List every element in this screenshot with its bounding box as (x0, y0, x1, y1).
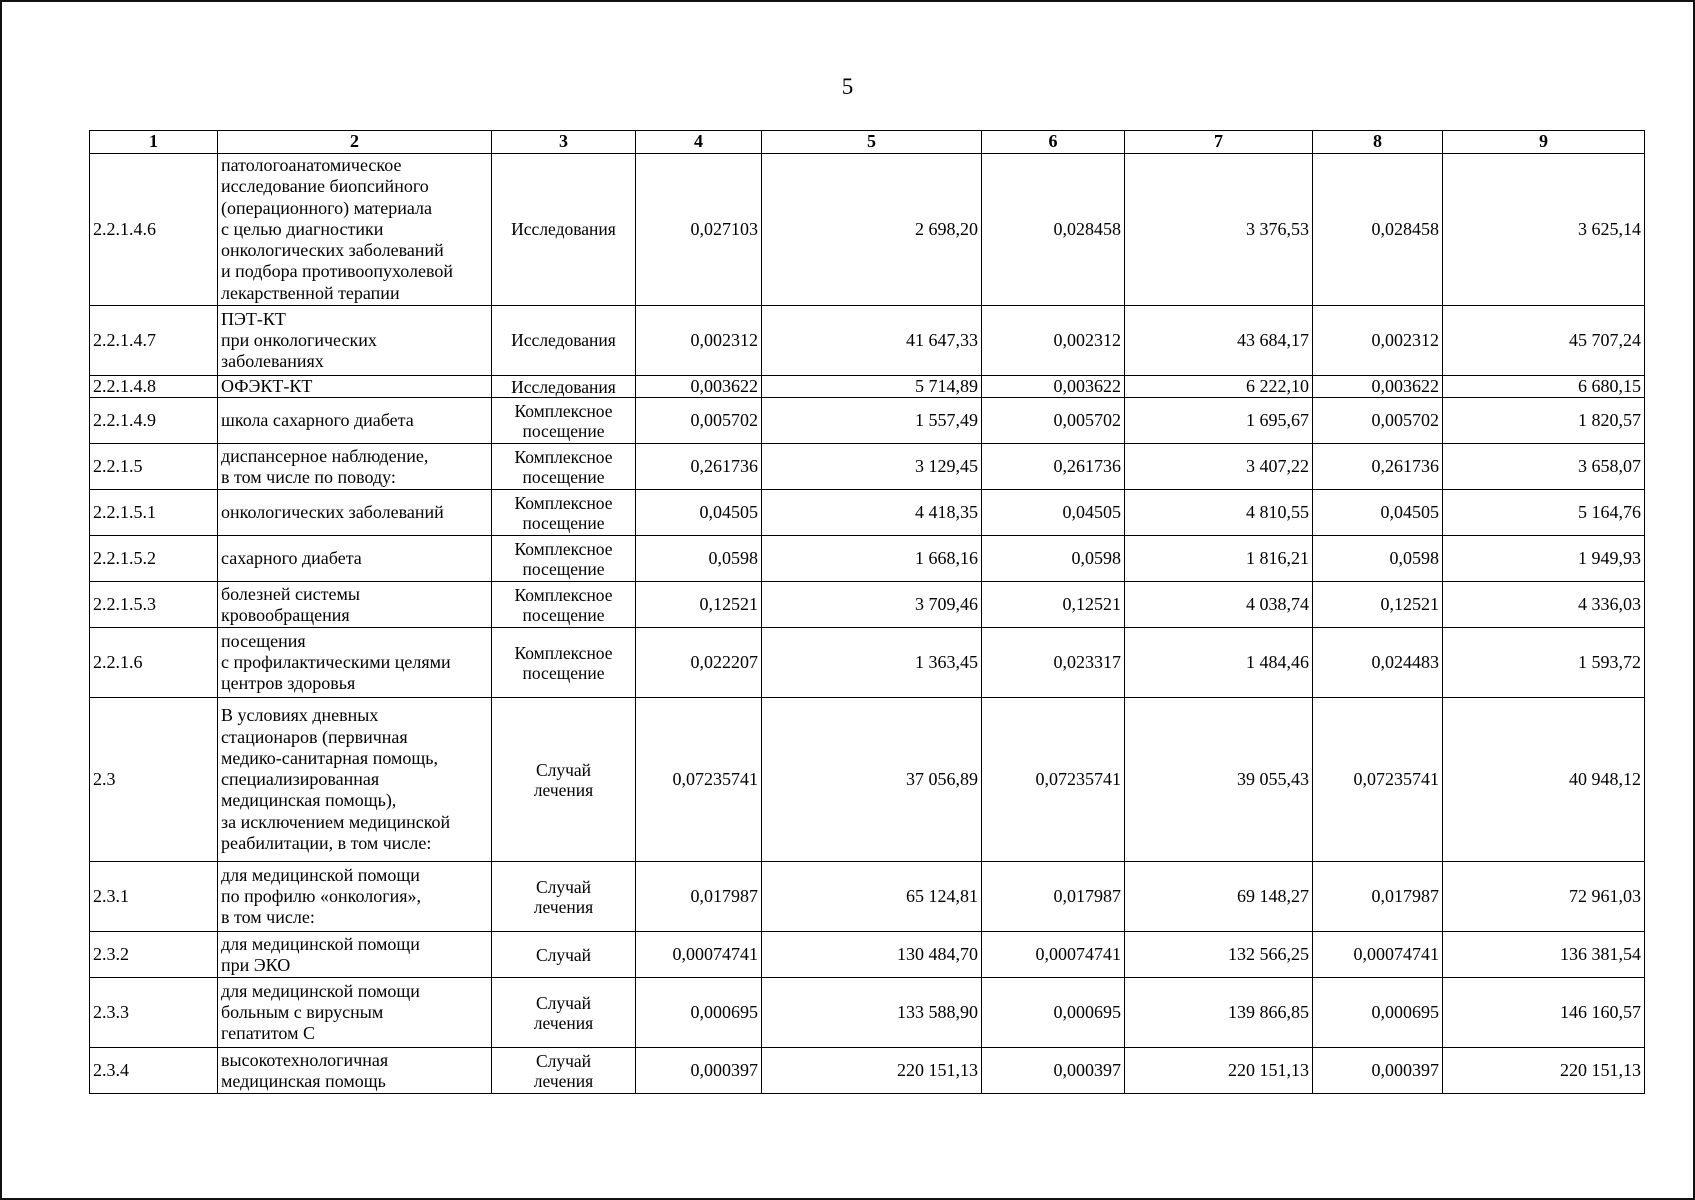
row-name: школа сахарного диабета (218, 398, 492, 444)
row-value: 1 557,49 (762, 398, 982, 444)
row-value: 0,002312 (636, 306, 762, 376)
table-row (90, 536, 1645, 582)
row-value: 1 820,57 (1443, 398, 1645, 444)
row-name: для медицинской помощи больным с вирусным гепатитом С (218, 978, 492, 1048)
row-value: 0,0598 (636, 536, 762, 582)
row-code: 2.3.1 (90, 862, 218, 932)
header-cell: 1 (90, 131, 218, 154)
row-value: 146 160,57 (1443, 978, 1645, 1048)
row-value: 4 810,55 (1125, 490, 1313, 536)
row-value: 5 164,76 (1443, 490, 1645, 536)
row-value: 0,0598 (1313, 536, 1443, 582)
row-name: онкологических заболеваний (218, 490, 492, 536)
row-value: 72 961,03 (1443, 862, 1645, 932)
row-value: 0,12521 (1313, 582, 1443, 628)
row-unit: Комплексное посещение (492, 490, 636, 536)
row-value: 0,027103 (636, 154, 762, 306)
row-code: 2.3.2 (90, 932, 218, 978)
row-value: 43 684,17 (1125, 306, 1313, 376)
row-code: 2.2.1.5.3 (90, 582, 218, 628)
row-unit: Случай лечения (492, 1048, 636, 1094)
table-row (90, 932, 1645, 978)
row-value: 0,028458 (1313, 154, 1443, 306)
header-cell: 5 (762, 131, 982, 154)
row-unit: Случай лечения (492, 978, 636, 1048)
table-row (90, 698, 1645, 862)
row-value: 69 148,27 (1125, 862, 1313, 932)
row-value: 3 709,46 (762, 582, 982, 628)
row-name: для медицинской помощи при ЭКО (218, 932, 492, 978)
table-row (90, 376, 1645, 398)
row-value: 0,017987 (636, 862, 762, 932)
header-row (90, 131, 1645, 154)
row-value: 0,003622 (636, 376, 762, 398)
row-value: 0,005702 (982, 398, 1125, 444)
row-unit: Комплексное посещение (492, 628, 636, 698)
row-code: 2.2.1.6 (90, 628, 218, 698)
row-value: 0,028458 (982, 154, 1125, 306)
row-value: 0,00074741 (982, 932, 1125, 978)
row-value: 0,12521 (982, 582, 1125, 628)
table-row (90, 444, 1645, 490)
row-value: 6 680,15 (1443, 376, 1645, 398)
row-unit: Случай (492, 932, 636, 978)
header-cell: 8 (1313, 131, 1443, 154)
header-cell: 4 (636, 131, 762, 154)
row-value: 0,003622 (982, 376, 1125, 398)
row-code: 2.2.1.5.2 (90, 536, 218, 582)
row-unit: Комплексное посещение (492, 582, 636, 628)
table-row (90, 306, 1645, 376)
table-row (90, 582, 1645, 628)
row-unit: Комплексное посещение (492, 444, 636, 490)
row-value: 0,002312 (1313, 306, 1443, 376)
row-value: 0,000397 (636, 1048, 762, 1094)
row-code: 2.2.1.4.6 (90, 154, 218, 306)
row-value: 0,024483 (1313, 628, 1443, 698)
table-row (90, 862, 1645, 932)
row-value: 0,07235741 (982, 698, 1125, 862)
row-value: 0,04505 (636, 490, 762, 536)
row-value: 0,261736 (636, 444, 762, 490)
rates-table (89, 130, 1645, 1094)
table-row (90, 628, 1645, 698)
header-cell: 3 (492, 131, 636, 154)
row-value: 0,022207 (636, 628, 762, 698)
table-row (90, 978, 1645, 1048)
row-value: 0,002312 (982, 306, 1125, 376)
row-name: для медицинской помощи по профилю «онкология», в том числе: (218, 862, 492, 932)
row-value: 0,005702 (636, 398, 762, 444)
row-value: 0,000695 (982, 978, 1125, 1048)
table-row (90, 154, 1645, 306)
row-value: 220 151,13 (1125, 1048, 1313, 1094)
row-value: 0,00074741 (1313, 932, 1443, 978)
row-value: 3 376,53 (1125, 154, 1313, 306)
row-unit: Исследования (492, 154, 636, 306)
row-value: 0,04505 (982, 490, 1125, 536)
row-name: высокотехнологичная медицинская помощь (218, 1048, 492, 1094)
row-value: 0,261736 (982, 444, 1125, 490)
row-name: В условиях дневных стационаров (первичная медико-санитарная помощь, специализированная медицинская помощь), за исключением медицинской реабилитации, в том числе: (218, 698, 492, 862)
row-value: 0,017987 (1313, 862, 1443, 932)
row-value: 0,000695 (636, 978, 762, 1048)
row-value: 2 698,20 (762, 154, 982, 306)
row-value: 39 055,43 (1125, 698, 1313, 862)
row-value: 130 484,70 (762, 932, 982, 978)
row-value: 1 363,45 (762, 628, 982, 698)
row-value: 1 668,16 (762, 536, 982, 582)
table-row (90, 398, 1645, 444)
header-cell: 6 (982, 131, 1125, 154)
row-unit: Случай лечения (492, 862, 636, 932)
header-cell: 9 (1443, 131, 1645, 154)
row-value: 220 151,13 (762, 1048, 982, 1094)
row-value: 1 593,72 (1443, 628, 1645, 698)
row-value: 0,0598 (982, 536, 1125, 582)
row-value: 0,07235741 (636, 698, 762, 862)
row-value: 6 222,10 (1125, 376, 1313, 398)
row-value: 136 381,54 (1443, 932, 1645, 978)
row-value: 45 707,24 (1443, 306, 1645, 376)
row-value: 0,000695 (1313, 978, 1443, 1048)
row-value: 41 647,33 (762, 306, 982, 376)
row-code: 2.2.1.4.9 (90, 398, 218, 444)
row-name: посещения с профилактическими целями центров здоровья (218, 628, 492, 698)
row-name: ОФЭКТ-КТ (218, 376, 492, 398)
row-code: 2.3.3 (90, 978, 218, 1048)
row-value: 0,07235741 (1313, 698, 1443, 862)
row-value: 0,000397 (982, 1048, 1125, 1094)
row-value: 1 695,67 (1125, 398, 1313, 444)
row-value: 3 658,07 (1443, 444, 1645, 490)
row-unit: Комплексное посещение (492, 536, 636, 582)
row-value: 40 948,12 (1443, 698, 1645, 862)
row-unit: Исследования (492, 376, 636, 398)
row-value: 3 129,45 (762, 444, 982, 490)
row-value: 4 418,35 (762, 490, 982, 536)
row-unit: Исследования (492, 306, 636, 376)
row-value: 4 336,03 (1443, 582, 1645, 628)
header-cell: 7 (1125, 131, 1313, 154)
row-value: 5 714,89 (762, 376, 982, 398)
table-row (90, 1048, 1645, 1094)
row-name: патологоанатомическое исследование биопсийного (операционного) материала с целью диагностики онкологических заболеваний и подбора противоопухолевой лекарственной терапии (218, 154, 492, 306)
row-name: сахарного диабета (218, 536, 492, 582)
row-value: 0,000397 (1313, 1048, 1443, 1094)
row-value: 133 588,90 (762, 978, 982, 1048)
row-value: 139 866,85 (1125, 978, 1313, 1048)
row-value: 220 151,13 (1443, 1048, 1645, 1094)
page-number: 5 (841, 74, 854, 99)
row-value: 3 625,14 (1443, 154, 1645, 306)
row-unit: Комплексное посещение (492, 398, 636, 444)
row-value: 1 816,21 (1125, 536, 1313, 582)
row-value: 3 407,22 (1125, 444, 1313, 490)
header-cell: 2 (218, 131, 492, 154)
row-code: 2.3.4 (90, 1048, 218, 1094)
row-code: 2.2.1.5.1 (90, 490, 218, 536)
row-value: 1 484,46 (1125, 628, 1313, 698)
row-name: ПЭТ-КТ при онкологических заболеваниях (218, 306, 492, 376)
row-code: 2.2.1.4.8 (90, 376, 218, 398)
row-value: 4 038,74 (1125, 582, 1313, 628)
row-value: 0,12521 (636, 582, 762, 628)
row-value: 0,261736 (1313, 444, 1443, 490)
row-value: 0,003622 (1313, 376, 1443, 398)
row-value: 0,04505 (1313, 490, 1443, 536)
row-name: диспансерное наблюдение, в том числе по поводу: (218, 444, 492, 490)
row-code: 2.3 (90, 698, 218, 862)
table-row (90, 490, 1645, 536)
row-value: 0,017987 (982, 862, 1125, 932)
row-value: 132 566,25 (1125, 932, 1313, 978)
row-value: 37 056,89 (762, 698, 982, 862)
row-value: 0,00074741 (636, 932, 762, 978)
row-value: 65 124,81 (762, 862, 982, 932)
row-value: 1 949,93 (1443, 536, 1645, 582)
row-code: 2.2.1.5 (90, 444, 218, 490)
row-value: 0,005702 (1313, 398, 1443, 444)
row-code: 2.2.1.4.7 (90, 306, 218, 376)
row-unit: Случай лечения (492, 698, 636, 862)
row-value: 0,023317 (982, 628, 1125, 698)
row-name: болезней системы кровообращения (218, 582, 492, 628)
